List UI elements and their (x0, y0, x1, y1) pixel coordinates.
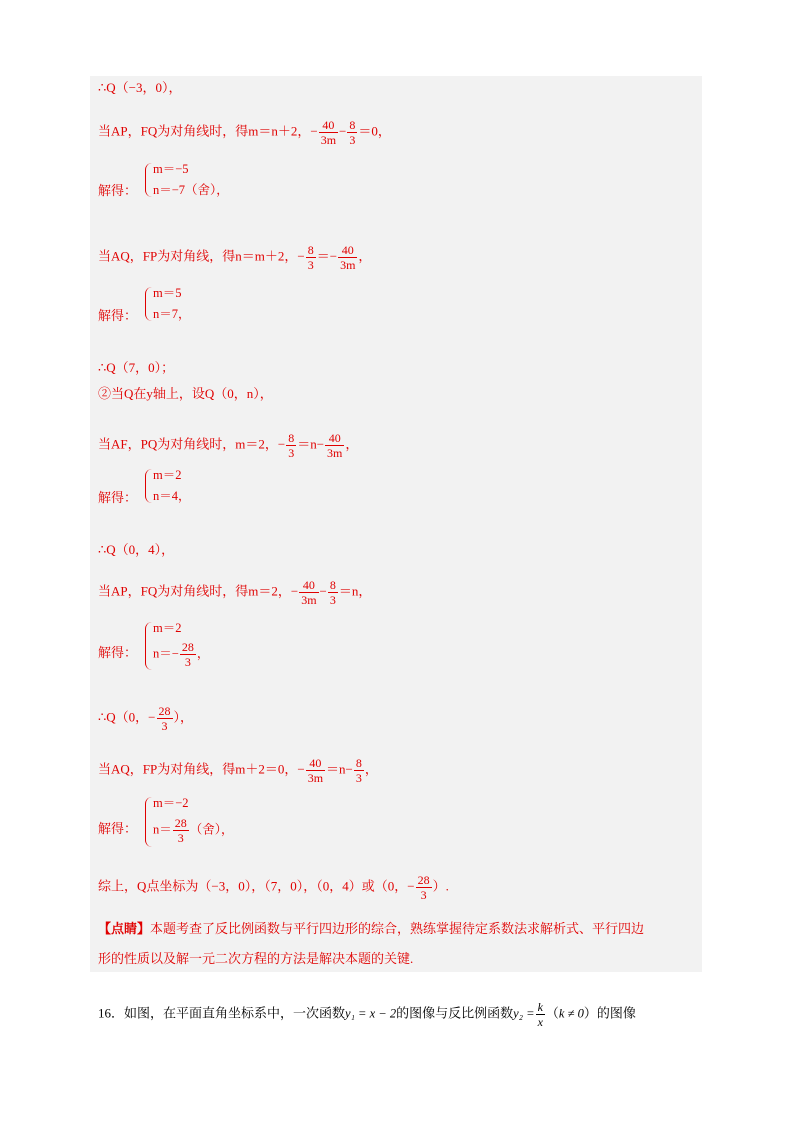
fraction-8-3: $\frac{8}{3}$ (288, 431, 295, 460)
solve-label: 解得： (98, 183, 138, 198)
fraction-40-3m: $\frac{40}{3m}$ (320, 118, 337, 147)
equation: m＝−2 (153, 796, 189, 810)
fraction-28-3: $\frac{28}{3}$ (417, 873, 430, 902)
inverse-function: y₂ = (513, 1006, 535, 1021)
case-text: 当AP，FQ为对角线时，得m＝n＋2， (98, 123, 311, 139)
fraction-40-3m: $\frac{40}{3m}$ (307, 756, 324, 785)
case-aq-fp-2: 当AQ，FP为对角线，得m＋2＝0，− $\frac{40}{3m}$ ＝n− $\frac{8}{3}$ ， (98, 756, 378, 785)
fraction-40-3m: $\frac{40}{3m}$ (327, 431, 343, 460)
equation: m＝2 (153, 468, 182, 482)
conclusion-text: 综上，Q点坐标为（−3，0），（7，0），（0，4）或（0，− (98, 878, 415, 894)
case-text: 当AP，FQ为对角线时，得m＝2， (98, 583, 291, 599)
question-16: 16．如图，在平面直角坐标系中，一次函数y₁ = x − 2的图像与反比例函数y₂ = $\frac{k}{x}$ （k ≠ 0）的图像 (98, 1000, 636, 1029)
fraction-8-3: $\frac{8}{3}$ (329, 578, 336, 607)
case-y-axis: ②当Q在y轴上，设Q（0，n）， (98, 386, 273, 401)
result-q4 (98, 704, 193, 733)
result-q3: ∴Q（0，4）， (98, 542, 175, 557)
solve-label: 解得： (98, 645, 138, 660)
fraction-8-3: $\frac{8}{3}$ (349, 118, 356, 147)
fraction-8-3: $\frac{8}{3}$ (307, 243, 314, 272)
comment-tag: 【点睛】 (98, 921, 151, 936)
fraction-40-3m: $\frac{40}{3m}$ (340, 243, 356, 272)
solve-label: 解得： (98, 308, 138, 323)
case-mid: ＝ (316, 248, 330, 264)
equation: m＝2 (153, 621, 182, 635)
case-tail: ＝n， (338, 583, 372, 599)
equation: n＝−7（舍）， (153, 183, 229, 197)
conclusion (98, 873, 449, 902)
case-mid: ＝n− (326, 761, 353, 777)
case-text: 当AF，PQ为对角线时，m＝2， (98, 436, 278, 452)
comment-line-1 (98, 921, 644, 937)
case-ap-fq-2: 当AP，FQ为对角线时，得m＝2，− $\frac{40}{3m}$ − $\frac{8}{3}$ ＝n， (98, 578, 372, 607)
case-text: 当AQ，FP为对角线，得m＋2＝0， (98, 761, 298, 777)
fraction-28-3: $\frac{28}{3}$ (174, 816, 187, 845)
case-ap-fq: 当AP，FQ为对角线时，得m＝n＋2，− $\frac{40}{3m}$ − $\frac{8}{3}$ ＝0， (98, 118, 391, 147)
fraction-k-x: $\frac{k}{x}$ (537, 1000, 543, 1029)
fraction-40-3m: $\frac{40}{3m}$ (301, 578, 317, 607)
question-text: 16．如图，在平面直角坐标系中，一次函数 (98, 1005, 346, 1021)
equation: n＝− $\frac{28}{3}$ ， (153, 640, 210, 669)
fraction-28-3: $\frac{28}{3}$ (158, 704, 171, 733)
solve-label: 解得： (98, 490, 138, 505)
fraction-8-3: $\frac{8}{3}$ (355, 756, 362, 785)
equation: n＝4， (153, 489, 191, 503)
equation: m＝−5 (153, 162, 189, 176)
equation: m＝5 (153, 286, 182, 300)
question-text: 的图像与反比例函数 (396, 1005, 514, 1021)
comment-line-2: 形的性质以及解一元二次方程的方法是解决本题的关键. (98, 951, 414, 966)
result-tail: ）， (173, 709, 194, 725)
result-q1: ∴Q（−3，0）， (98, 80, 182, 95)
case-text: 当AQ，FP为对角线，得n＝m＋2， (98, 248, 298, 264)
linear-function: y₁ = x − 2 (345, 1006, 397, 1021)
case-af-pq: 当AF，PQ为对角线时，m＝2，− $\frac{8}{3}$ ＝n− $\frac{40}{3m}$ ， (98, 431, 359, 460)
fraction-28-3: $\frac{28}{3}$ (181, 640, 194, 669)
equation: n＝7， (153, 307, 191, 321)
conclusion-tail: ）. (432, 878, 449, 894)
k-condition: k ≠ 0 (558, 1006, 584, 1021)
case-aq-fp: 当AQ，FP为对角线，得n＝m＋2，− $\frac{8}{3}$ ＝− $\frac{40}{3m}$ ， (98, 243, 372, 272)
case-tail: ＝0， (358, 123, 391, 139)
equation: n＝ $\frac{28}{3}$ （舍）， (153, 816, 234, 845)
result-q2: ∴Q（7，0）； (98, 360, 175, 375)
case-mid: ＝n− (297, 436, 325, 452)
question-text: ）的图像 (583, 1005, 636, 1021)
comment-text: 本题考查了反比例函数与平行四边形的综合，熟练掌握待定系数法求解析式、平行四边 (150, 921, 645, 936)
solve-label: 解得： (98, 821, 138, 836)
result-text: ∴Q（0，− (98, 709, 156, 725)
